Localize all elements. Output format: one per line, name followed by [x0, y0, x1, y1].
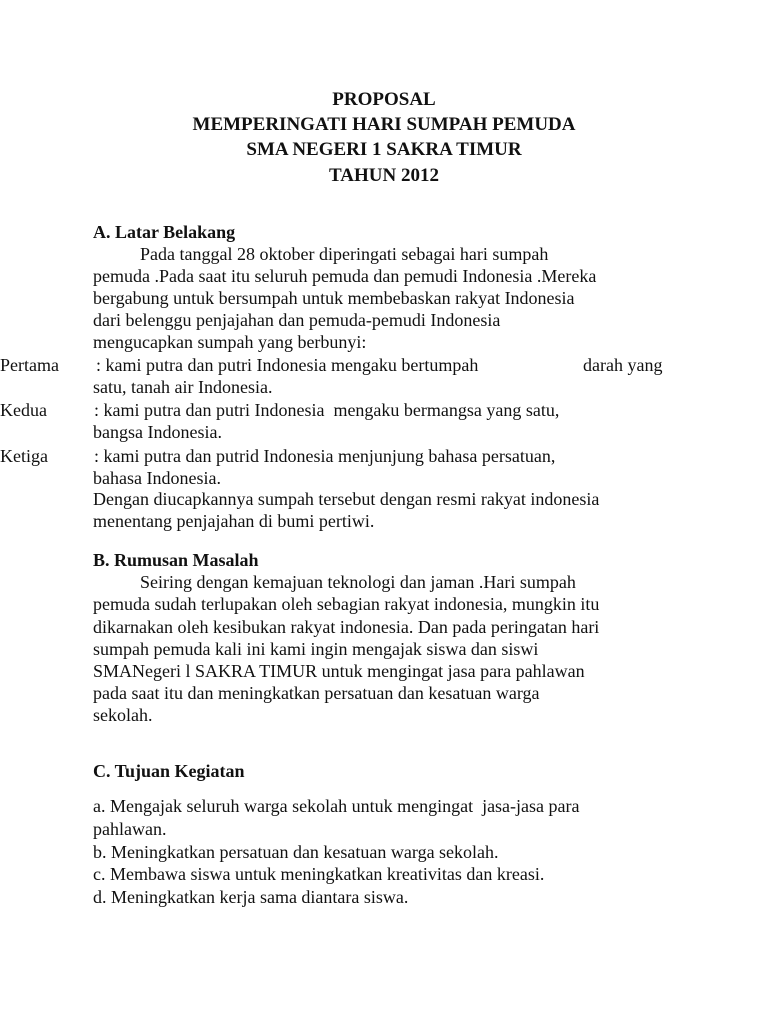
- oath-label: Kedua: [0, 400, 47, 420]
- text-line: menentang penjajahan di bumi pertiwi.: [93, 511, 375, 531]
- title-line: MEMPERINGATI HARI SUMPAH PEMUDA: [192, 114, 576, 135]
- oath-text: : kami putra dan putrid Indonesia menjunjung bahasa persatuan,: [94, 446, 556, 466]
- text-line: bergabung untuk bersumpah untuk membebaskan rakyat Indonesia: [93, 288, 575, 308]
- oath-text: bangsa Indonesia.: [93, 422, 222, 442]
- list-item: a. Mengajak seluruh warga sekolah untuk mengingat jasa-jasa para: [93, 796, 580, 816]
- text-line: sekolah.: [93, 705, 153, 725]
- section-heading: B. Rumusan Masalah: [93, 550, 259, 570]
- oath-text: : kami putra dan putri Indonesia mengaku bermangsa yang satu,: [94, 400, 560, 420]
- text-line: SMANegeri l SAKRA TIMUR untuk mengingat jasa para pahlawan: [93, 661, 585, 681]
- title-line: SMA NEGERI 1 SAKRA TIMUR: [246, 139, 522, 160]
- section-heading: A. Latar Belakang: [93, 222, 236, 242]
- text-line: pada saat itu dan meningkatkan persatuan dan kesatuan warga: [93, 683, 540, 703]
- title-line: PROPOSAL: [332, 89, 436, 110]
- oath-text: : kami putra dan putri Indonesia mengaku bertumpah: [96, 355, 479, 375]
- text-line: dari belenggu penjajahan dan pemuda-pemudi Indonesia: [93, 310, 501, 330]
- text-line: dikarnakan oleh kesibukan rakyat indonesia. Dan pada peringatan hari: [93, 617, 600, 637]
- list-item: d. Meningkatkan kerja sama diantara siswa.: [93, 887, 409, 907]
- text-line: pemuda sudah terlupakan oleh sebagian rakyat indonesia, mungkin itu: [93, 594, 600, 614]
- list-item: pahlawan.: [93, 819, 167, 839]
- text-line: sumpah pemuda kali ini kami ingin mengajak siswa dan siswi: [93, 639, 539, 659]
- text-line: mengucapkan sumpah yang berbunyi:: [93, 332, 367, 352]
- list-item: b. Meningkatkan persatuan dan kesatuan warga sekolah.: [93, 842, 499, 862]
- text-line: Dengan diucapkannya sumpah tersebut dengan resmi rakyat indonesia: [93, 489, 600, 509]
- oath-label: Ketiga: [0, 446, 48, 466]
- oath-text: bahasa Indonesia.: [93, 468, 221, 488]
- oath-text: satu, tanah air Indonesia.: [93, 377, 273, 397]
- text-line: pemuda .Pada saat itu seluruh pemuda dan pemudi Indonesia .Mereka: [93, 266, 597, 286]
- text-line: Pada tanggal 28 oktober diperingati sebagai hari sumpah: [140, 244, 549, 264]
- oath-text: darah yang: [583, 355, 663, 375]
- text-line: Seiring dengan kemajuan teknologi dan jaman .Hari sumpah: [140, 572, 576, 592]
- oath-label: Pertama: [0, 355, 59, 375]
- section-heading: C. Tujuan Kegiatan: [93, 761, 245, 781]
- list-item: c. Membawa siswa untuk meningkatkan kreativitas dan kreasi.: [93, 864, 545, 884]
- title-line: TAHUN 2012: [329, 165, 439, 186]
